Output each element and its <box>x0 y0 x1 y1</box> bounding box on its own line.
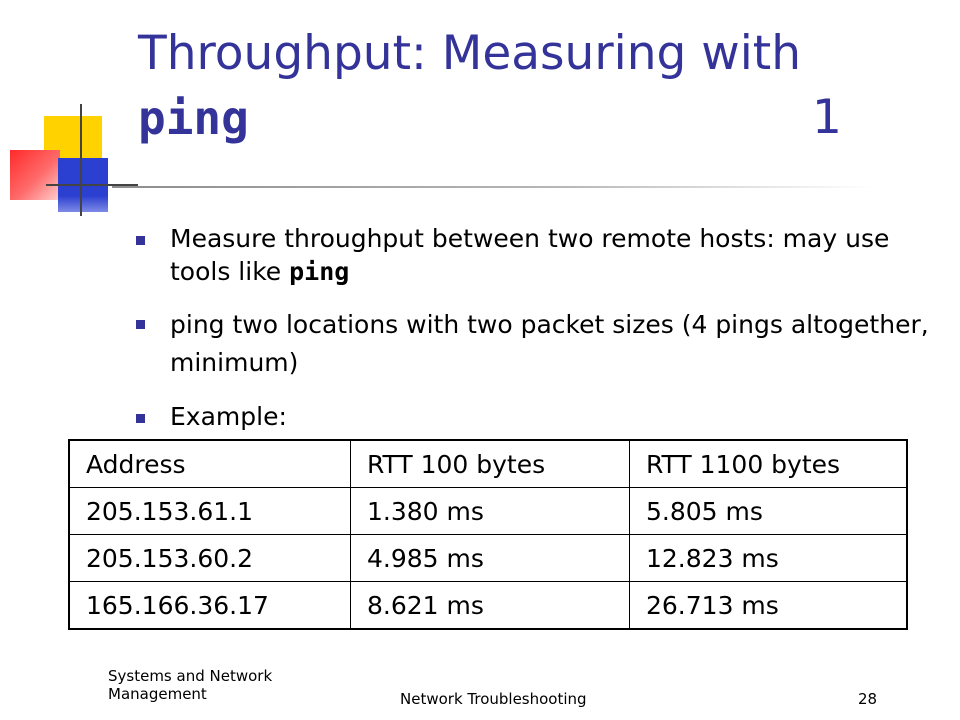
title-code-ping: ping <box>138 91 249 145</box>
table-cell: 4.985 ms <box>351 535 630 582</box>
slide-title <box>138 22 938 150</box>
footer-topic: Network Troubleshooting <box>400 690 587 708</box>
bullet-square-icon <box>136 320 145 329</box>
bullet-text: Example: <box>170 402 287 431</box>
title-line-2 <box>138 86 938 150</box>
logo-vertical-line <box>80 104 82 216</box>
logo-red-square <box>10 150 60 200</box>
table-cell: 165.166.36.17 <box>69 582 351 630</box>
slide-logo-decoration <box>0 0 140 230</box>
footer-course-name: Systems and Network Management <box>108 667 273 703</box>
bullet-text: Measure throughput between two remote hosts: may use tools like <box>170 224 890 286</box>
table-cell: 26.713 ms <box>630 582 908 630</box>
table-header-cell: Address <box>69 440 351 488</box>
bullet-item <box>136 306 936 382</box>
table-cell: 205.153.60.2 <box>69 535 351 582</box>
table-cell: 8.621 ms <box>351 582 630 630</box>
table-cell: 5.805 ms <box>630 488 908 535</box>
bullet-item <box>136 400 936 433</box>
bullet-square-icon <box>136 236 145 245</box>
bullet-list <box>136 222 936 433</box>
table-header-cell: RTT 100 bytes <box>351 440 630 488</box>
title-number: 1 <box>812 90 842 145</box>
table-cell: 12.823 ms <box>630 535 908 582</box>
table-row <box>69 582 907 630</box>
table-cell: 1.380 ms <box>351 488 630 535</box>
footer-page-number: 28 <box>858 690 878 708</box>
bullet-square-icon <box>136 414 145 423</box>
bullet-code-ping: ping <box>289 257 350 286</box>
table-row <box>69 535 907 582</box>
table-row <box>69 488 907 535</box>
table-cell: 205.153.61.1 <box>69 488 351 535</box>
rtt-table <box>68 439 908 630</box>
title-divider <box>112 186 872 188</box>
bullet-item <box>136 222 936 288</box>
title-line-1: Throughput: Measuring with <box>138 26 801 81</box>
bullet-text: ping two locations with two packet sizes (4 pings altogether, minimum) <box>170 310 929 377</box>
table-header-row <box>69 440 907 488</box>
table-header-cell: RTT 1100 bytes <box>630 440 908 488</box>
